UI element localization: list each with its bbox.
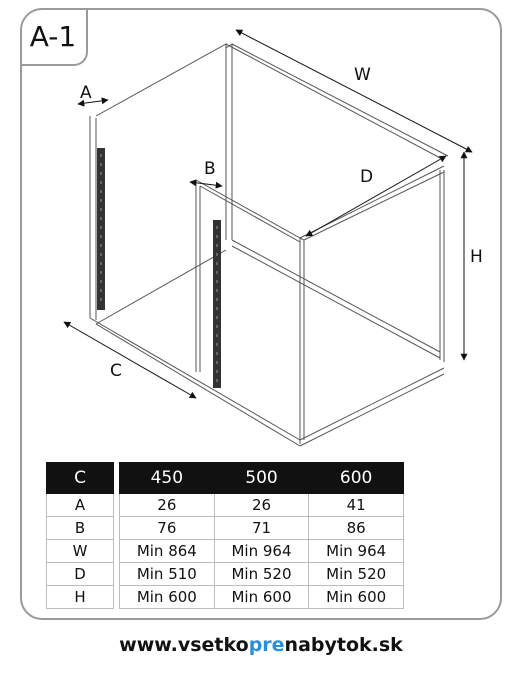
table-cell: 76 <box>120 517 215 540</box>
row-label-w: W <box>47 540 114 563</box>
dim-d-line <box>306 156 446 236</box>
table-cell: Min 600 <box>214 586 309 609</box>
table-cell: Min 964 <box>214 540 309 563</box>
row-label-h: H <box>47 586 114 609</box>
corner-header: C <box>47 463 114 494</box>
label-a: A <box>80 83 92 103</box>
row-label-table <box>46 462 114 609</box>
label-d: D <box>360 167 374 187</box>
back-left-post <box>90 116 96 320</box>
label-b: B <box>204 159 216 179</box>
column-header: 450 <box>120 463 215 494</box>
row-label-d: D <box>47 563 114 586</box>
column-header: 500 <box>214 463 309 494</box>
top-back-edge <box>96 44 226 240</box>
table-cell: 41 <box>309 494 404 517</box>
label-w: W <box>354 65 371 85</box>
table-cell: Min 520 <box>214 563 309 586</box>
table-cell: Min 520 <box>309 563 404 586</box>
dim-c-line <box>64 322 196 398</box>
front-left-post <box>196 180 200 372</box>
table-cell: Min 600 <box>309 586 404 609</box>
table-cell: 26 <box>214 494 309 517</box>
table-cell: 86 <box>309 517 404 540</box>
table-cell: Min 864 <box>120 540 215 563</box>
dimension-values-table <box>119 462 404 609</box>
table-cell: Min 510 <box>120 563 215 586</box>
table-cell: 71 <box>214 517 309 540</box>
url-part-3: nabytok.sk <box>284 634 403 656</box>
url-part-2: pre <box>248 634 285 656</box>
front-right-post <box>300 238 304 444</box>
dim-w-line <box>236 30 472 152</box>
website-url[interactable] <box>0 634 522 656</box>
column-header: 600 <box>309 463 404 494</box>
table-cell: 26 <box>120 494 215 517</box>
label-c: C <box>110 361 122 381</box>
bottom-edges <box>90 318 444 446</box>
url-part-1: www.vsetko <box>119 634 249 656</box>
row-label-b: B <box>47 517 114 540</box>
top-right-edge <box>226 44 448 160</box>
back-right-post <box>440 170 444 362</box>
table-cell: Min 964 <box>309 540 404 563</box>
table-cell: Min 600 <box>120 586 215 609</box>
figure-id: A-1 <box>29 19 77 53</box>
label-h: H <box>470 247 483 267</box>
row-label-a: A <box>47 494 114 517</box>
